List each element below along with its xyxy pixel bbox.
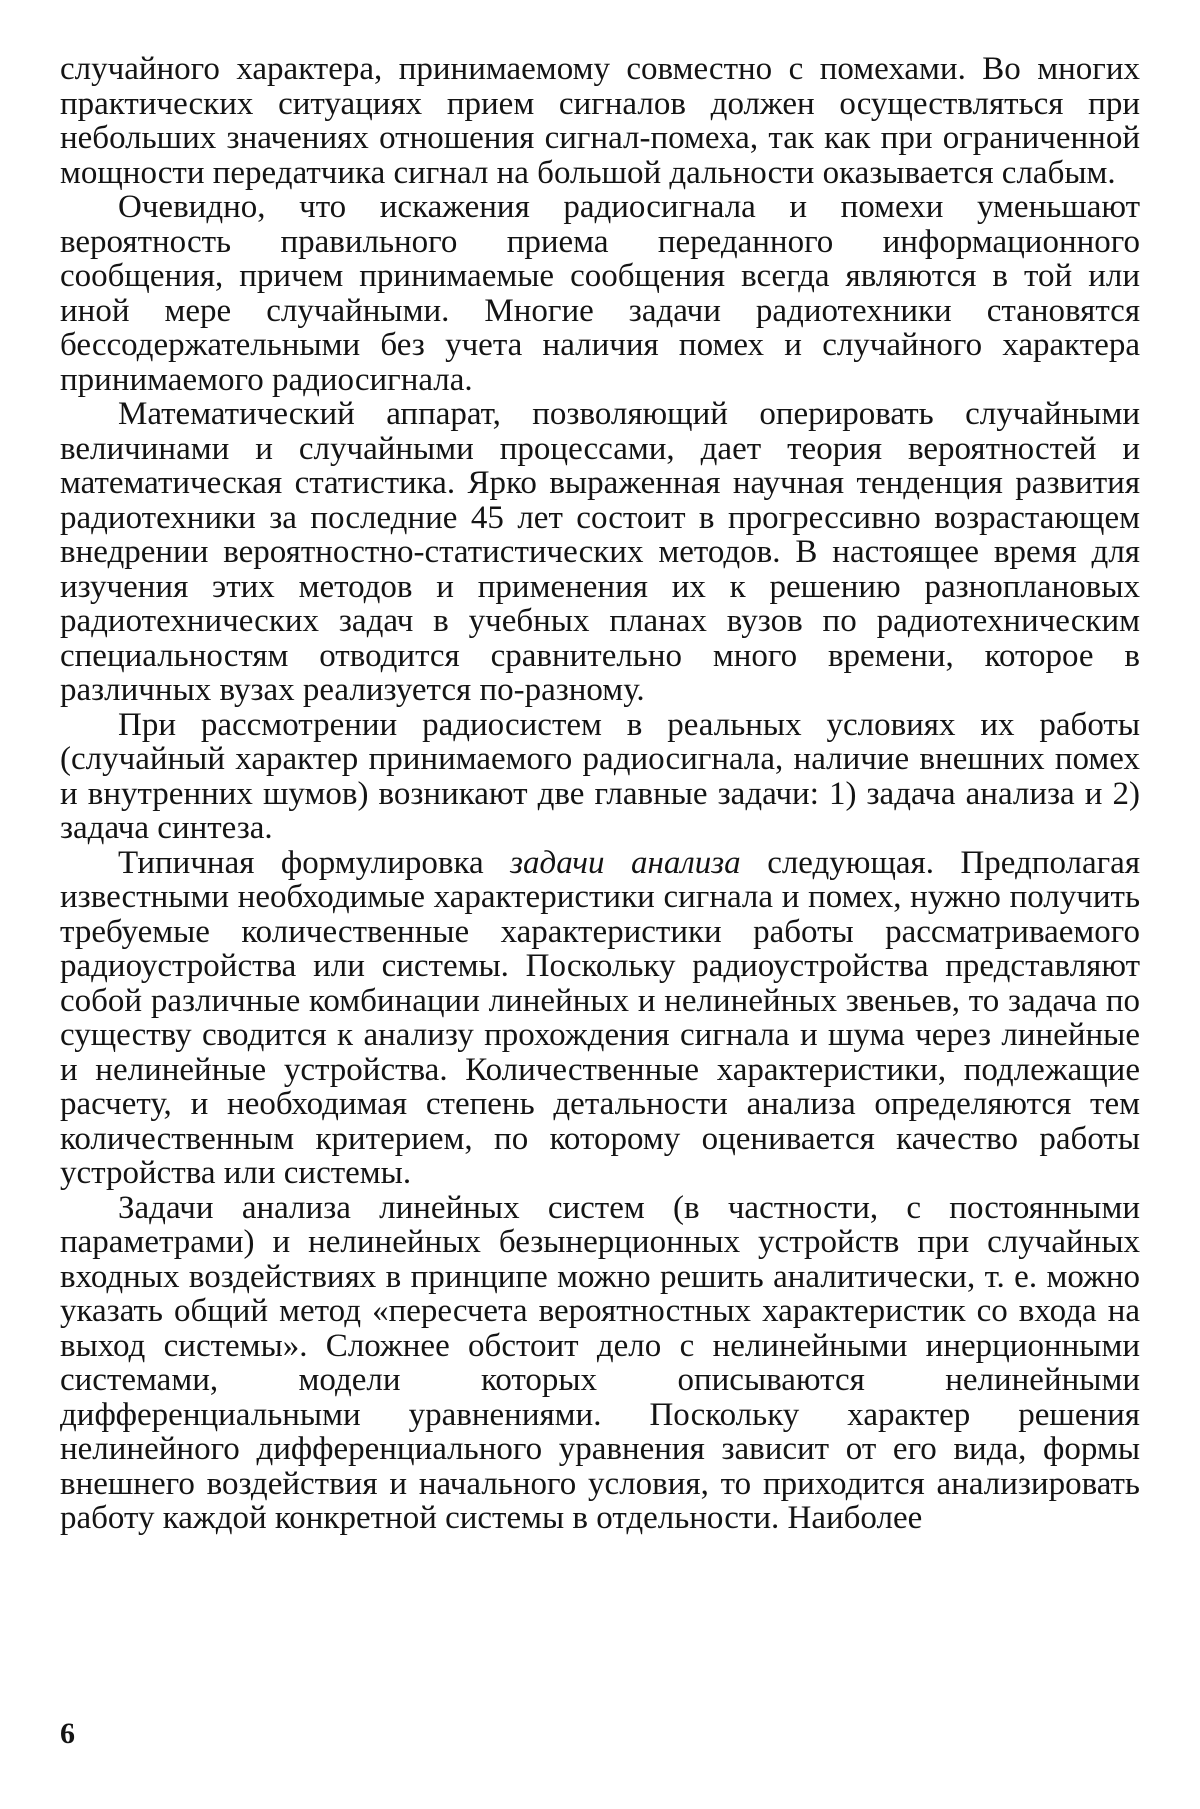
paragraph: Задачи анализа линейных систем (в частности, с постоянными параметрами) и нелинейных безынерционных устройств при случайных входных воздействиях в принципе можно решить аналитически, т. е. можно указать общий метод «пересчета вероятностных характеристик со входа на выход системы». Сложнее обстоит дело с нелинейными инерционными системами, модели которых описываются нелинейными дифференциальными уравнениями. Поскольку характер решения нелинейного дифференциального уравнения зависит от его вида, формы внешнего воздействия и начального условия, то приходится анализировать работу каждой конкретной системы в отдельности. Наиболее — [60, 1189, 1140, 1536]
paragraph: Очевидно, что искажения радиосигнала и помехи уменьшают вероятность правильного приема переданного информационного сообщения, причем принимаемые сообщения всегда являются в той или иной мере случайными. Многие задачи радиотехники становятся бессодержательными без учета наличия помех и случайного характера принимаемого радиосигнала. — [60, 189, 1140, 398]
paragraph-lead: Типичная формулировка — [118, 844, 511, 881]
paragraph: При рассмотрении радиосистем в реальных условиях их работы (случайный характер принимаемого радиосигнала, наличие внешних помех и внутренних шумов) возникают две главные задачи: 1) задача анализа и 2) задача синтеза. — [60, 706, 1140, 846]
paragraph-analysis-task — [60, 846, 1140, 1191]
paragraph: Математический аппарат, позволяющий оперировать случайными величинами и случайными процессами, дает теория вероятностей и математическая статистика. Ярко выраженная научная тенденция развития радиотехники за последние 45 лет состоит в прогрессивно возрастающем внедрении вероятностно-статистических методов. В настоящее время для изучения этих методов и применения их к решению разноплановых радиотехнических задач в учебных планах вузов по радиотехническим специальностям отводится сравнительно много времени, которое в различных вузах реализуется по-разному. — [60, 396, 1140, 708]
page-number: 6 — [60, 1717, 75, 1750]
emphasized-term: задачи анализа — [510, 844, 741, 881]
paragraph-continued: случайного характера, принимаемому совместно с помехами. Во многих практических ситуациях прием сигналов должен осуществляться при небольших значениях отношения сигнал-помеха, так как при ограниченной мощности передатчика сигнал на большой дальности оказывается слабым. — [60, 51, 1140, 191]
paragraph-rest: следующая. Предполагая известными необходимые характеристики сигнала и помех, нужно получить требуемые количественные характеристики работы рассматриваемого радиоустройства или системы. Поскольку радиоустройства представляют собой различные комбинации линейных и нелинейных звеньев, то задача по существу сводится к анализу прохождения сигнала и шума через линейные и нелинейные устройства. Количественные характеристики, подлежащие расчету, и необходимая степень детальности анализа определяются тем количественным критерием, по которому оценивается качество работы устройства или системы. — [60, 844, 1140, 1191]
body-text — [60, 52, 1140, 1536]
